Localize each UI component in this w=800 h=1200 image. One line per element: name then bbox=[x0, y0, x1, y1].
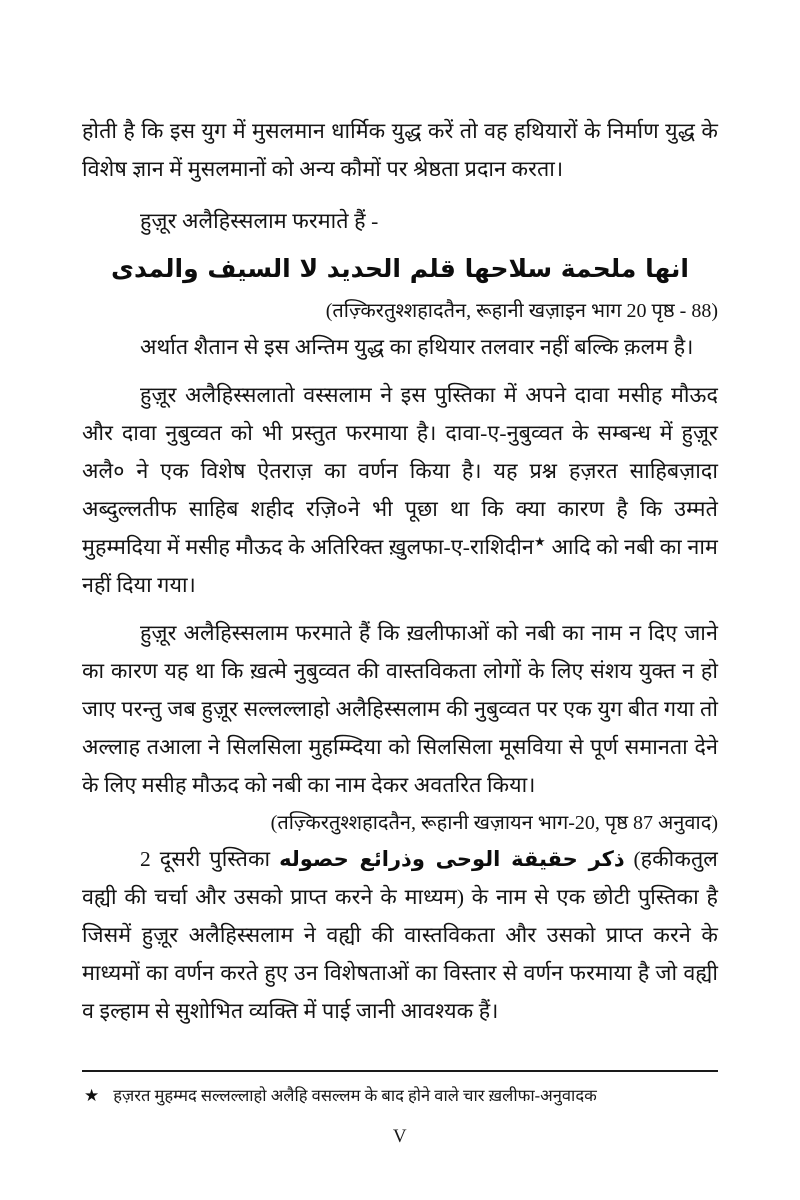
paragraph-6 bbox=[82, 840, 718, 1030]
spacer bbox=[82, 604, 718, 614]
footnote-star-icon: ★ bbox=[84, 1086, 100, 1105]
footnote-reference-star-icon: ★ bbox=[533, 533, 546, 549]
paragraph-5: हुज़ूर अलैहिस्सलाम फरमाते हैं कि ख़लीफाओं को नबी का नाम न दिए जाने का कारण यह था कि ख़त्मे नुबुव्वत की वास्तविकता लोगों के लिए संशय युक्त न हो जाए परन्तु जब हुज़ूर सल्लल्लाहो अलैहिस्सलाम की नुबुव्वत पर एक युग बीत गया तो अल्लाह तआला ने सिलसिला मुहम्म्दिया को सिलसिला मूसविया से पूर्ण समानता देने के लिए मसीह मौऊद को नबी का नाम देकर अवतरित किया। bbox=[82, 621, 718, 797]
footnote-line bbox=[82, 1083, 718, 1109]
footnote-area bbox=[82, 1070, 718, 1109]
paragraph-6-part-b: (हकीकतुल वह्यी की चर्चा और उसको प्राप्त करने के माध्यम) के नाम से एक छोटी पुस्तिका है जिसमें हुज़ूर अलैहिस्सलाम ने वह्यी की वास्तविकता और उसको प्राप्त करने के माध्यमों का वर्णन करते हुए उन विशेषताओं का विस्तार से वर्णन फरमाया है जो वह्यी व इल्हाम से सुशोभित व्यक्ति में पाई जानी आवश्यक हैं। bbox=[82, 847, 718, 1023]
citation-1: (तज़्किरतुश्शहादतैन, रूहानी खज़ाइन भाग 20 पृष्ठ - 88) bbox=[325, 300, 718, 322]
arabic-inline-title: ذكر حقيقة الوحى وذرائع حصوله bbox=[279, 847, 625, 871]
footnote-text: हज़रत मुहम्मद सल्लल्लाहो अलैहि वसल्लम के बाद होने वाले चार ख़लीफा-अनुवादक bbox=[113, 1086, 597, 1105]
citation-2: (तज़्किरतुश्शहादतैन, रूहानी खज़ायन भाग-20, पृष्ठ 87 अनुवाद) bbox=[270, 812, 718, 834]
arabic-quotation-1: انها ملحمة سلاحها قلم الحديد لا السيف والمدى bbox=[111, 254, 689, 283]
paragraph-1: होती है कि इस युग में मुसलमान धार्मिक युद्ध करें तो वह हथियारों के निर्माण युद्ध के विशेष ज्ञान में मुसलमानों को अन्य कौमों पर श्रेष्ठता प्रदान करता। bbox=[82, 119, 718, 181]
paragraph-4 bbox=[82, 376, 718, 604]
paragraph-2-intro: हुज़ूर अलैहिस्सलाम फरमाते हैं - bbox=[140, 209, 379, 233]
paragraph-4-part-b: आदि को नबी का नाम नहीं दिया गया। bbox=[82, 535, 718, 597]
page-content bbox=[82, 112, 718, 1030]
paragraph-3: अर्थात शैतान से इस अन्तिम युद्ध का हथियार तलवार नहीं बल्कि क़लम है। bbox=[140, 335, 694, 359]
paragraph-4-part-a: हुज़ूर अलैहिस्सलातो वस्सलाम ने इस पुस्तिका में अपने दावा मसीह मौऊद और दावा नुबुव्वत को भी प्रस्तुत फरमाया है। दावा-ए-नुबुव्वत के सम्बन्ध में हुज़ूर अलै० ने एक विशेष ऐतराज़ का वर्णन किया है। यह प्रश्न हज़रत साहिबज़ादा अब्दुल्लतीफ साहिब शहीद रज़ि०ने भी पूछा था कि क्या कारण है कि उम्मते मुहम्मदिया में मसीह मौऊद के अतिरिक्त ख़ुलफा-ए-राशिदीन bbox=[82, 383, 718, 559]
page-number: V bbox=[392, 1126, 408, 1147]
footnote-separator-rule bbox=[82, 1070, 718, 1072]
spacer bbox=[82, 366, 718, 376]
paragraph-6-part-a: 2 दूसरी पुस्तिका bbox=[140, 847, 280, 871]
